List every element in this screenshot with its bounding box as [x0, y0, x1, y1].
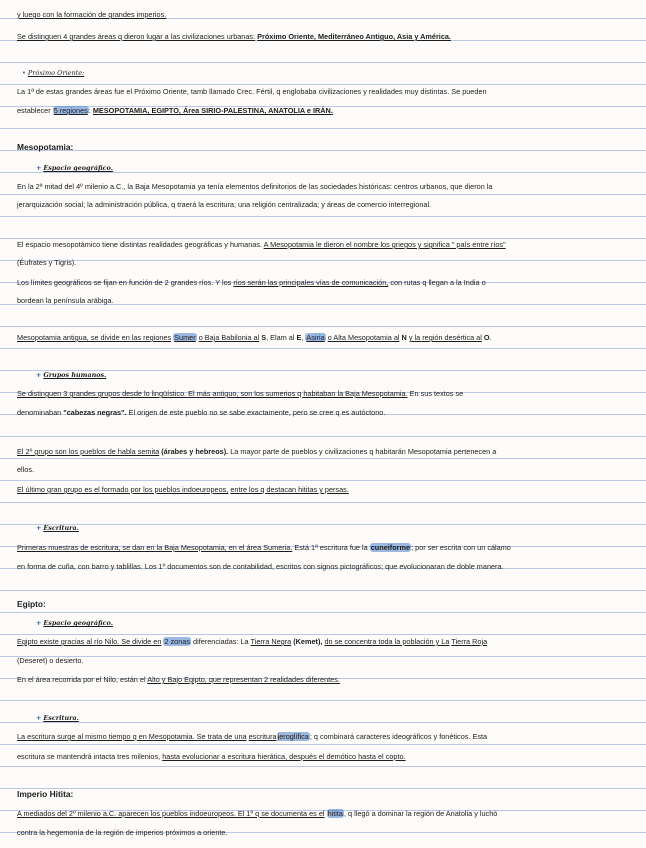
section-title-proximo-oriente — [22, 69, 638, 78]
text-span: diferenciadas: La — [193, 637, 249, 646]
text-line — [17, 278, 638, 287]
text-span: , q llegó a dominar la región de Anatolia y luchó — [343, 809, 498, 818]
text-span: O — [483, 333, 490, 342]
text-span: El último gran grupo es el formado por los pueblos indoeuropeos, — [17, 485, 229, 494]
plus-icon: + — [36, 371, 42, 379]
highlighted-text: Asiria — [306, 333, 325, 342]
text-line: Mesopotamia antigua, se divide en las regiones Sumer o Baja Babilonia al S, Elam al E, Asiria o Alta Mesopotamia al N y la región desértica al O. — [17, 333, 492, 342]
text-span: El espacio mesopotámico tiene distintas realidades geográficas y humanas. — [17, 240, 262, 249]
text-span: bordean la península arábiga. — [17, 296, 114, 305]
text-span: jerarquización social; la administración pública, q traerá la escritura; una religión centralizada; y áreas de comercio interregional. — [17, 200, 432, 209]
text-line — [17, 732, 638, 741]
text-line — [17, 828, 638, 837]
text-span: , — [301, 333, 304, 342]
subheading-escritura — [36, 524, 638, 533]
text-line — [17, 447, 638, 456]
text-span: En la 2ª mitad del 4º milenio a.C., la Baja Mesopotamia ya tenía elementos definitorios de las sociedades históricas: centros urbanos, que dieron la — [17, 182, 493, 191]
text-span: , Elam al — [266, 333, 295, 342]
text-span: (Deseret) o desierto. — [17, 656, 84, 665]
text-line — [17, 809, 638, 818]
text-span: Próximo Oriente, Mediterráneo Antiguo, Asia y América. — [257, 32, 451, 41]
text-line — [17, 87, 638, 96]
text-span: (Éufrates y Tigris). — [17, 258, 77, 267]
highlighted-text: cuneiforme — [370, 543, 411, 552]
text-span: El 2º grupo son los pueblos de habla semita — [17, 447, 160, 456]
text-line — [17, 675, 638, 684]
text-line — [17, 389, 638, 398]
text-span: en forma de cuña, con barro y tablillas. Los 1º documentos son de contabilidad, escritos con signos pictográficos; que evolucionaran de doble manera. — [17, 562, 504, 571]
text-line — [17, 240, 638, 249]
bullet-dot-icon: • — [22, 69, 26, 77]
text-span: entre los q destacan hititas y persas. — [230, 485, 349, 494]
text-span: Tierra Roja — [451, 637, 488, 646]
text-span: (Kemet), — [293, 637, 323, 646]
plus-icon: + — [36, 164, 42, 172]
subheading-espacio-geografico — [36, 164, 638, 173]
text-span: dn se concentra toda la población y La — [324, 637, 450, 646]
text-span: escritura — [248, 732, 277, 741]
text-span: Tierra Negra — [250, 637, 292, 646]
text-span: A mediados del 2º milenio a.C. aparecen los pueblos indoeuropeos. El 1º q se documenta es el — [17, 809, 325, 818]
highlighted-text: 2 zonas — [164, 637, 190, 646]
text-span: escritura se mantendrá intacta tres milenios, — [17, 752, 161, 761]
text-span: Próximo Oriente: — [27, 69, 85, 77]
text-line — [17, 296, 638, 305]
text-span: Egipto existe gracias al río Nilo. Se divide en — [17, 637, 162, 646]
text-span: Mesopotamia antigua, se divide en las regiones — [17, 333, 172, 342]
text-span: hasta evolucionar a escritura hierática, después el demótico hasta el copto. — [162, 752, 406, 761]
text-span: denominaban — [17, 408, 62, 417]
plus-icon: + — [36, 619, 42, 627]
text-span: ríos serán las principales vías de comunicación, — [233, 278, 389, 287]
text-span: Los límites geográficos se fijan en función de 2 grandes ríos. Y los — [17, 278, 232, 287]
highlighted-text: hitita — [327, 809, 343, 818]
text-line — [17, 258, 638, 267]
text-span: con rutas q llegan a la India o — [390, 278, 486, 287]
text-span: En sus textos se — [409, 389, 464, 398]
plus-icon: + — [36, 524, 42, 532]
subheading-escritura — [36, 714, 638, 723]
text-span: S — [261, 333, 267, 342]
text-span: El origen de este pueblo no se sabe exactamente, pero se cree q es autóctono. — [128, 408, 386, 417]
text-line — [17, 656, 638, 665]
text-span: N — [401, 333, 407, 342]
text-span: Escritura. — [43, 524, 79, 532]
text-span: "cabezas negras". — [63, 408, 127, 417]
text-span: Grupos humanos. — [43, 371, 107, 379]
text-line — [17, 465, 638, 474]
text-line — [17, 10, 638, 19]
text-span: La mayor parte de pueblos y civilizaciones q habitarán Mesopotamia pertenecen a — [230, 447, 497, 456]
text-span: Está 1ª escritura fue la — [294, 543, 368, 552]
text-line — [17, 485, 638, 494]
plus-icon: + — [36, 714, 42, 722]
heading-egipto — [17, 600, 638, 609]
text-span: Alto y Bajo Egipto, que representan 2 realidades diferentes. — [147, 675, 340, 684]
text-span: Primeras muestras de escritura, se dan en la Baja Mesopotamia, en el área Sumeria. — [17, 543, 293, 552]
highlighted-text: jeroglífica — [277, 732, 309, 741]
text-line — [17, 200, 638, 209]
text-span: Espacio geográfico. — [43, 619, 113, 627]
heading-mesopotamia — [17, 143, 638, 152]
text-span: y la región desértica al — [408, 333, 482, 342]
highlighted-text: Sumer — [174, 333, 196, 342]
text-span: (árabes y hebreos). — [161, 447, 229, 456]
heading-imperio-hitita — [17, 790, 638, 799]
text-span: Mesopotamia: — [17, 143, 74, 152]
text-span: En el área recorrida por el Nilo, están el — [17, 675, 146, 684]
text-span: Se distinguen 3 grandes grupos desde lo lingüístico. El más antiguo, son los sumerios q habitaban la Baja Mesopotamia. — [17, 389, 408, 398]
text-line: establecer 5 regiones: MESOPOTAMIA, EGIPTO, Área SIRIO-PALESTINA, ANATOLIA e IRÁN. — [17, 106, 333, 115]
text-span: La escritura surge al mismo tiempo q en Mesopotamia. Se trata de una — [17, 732, 247, 741]
subheading-grupos-humanos — [36, 371, 638, 380]
text-span: Egipto: — [17, 600, 46, 609]
text-span: establecer — [17, 106, 51, 115]
text-span: A Mesopotamia le dieron el nombre los griegos y significa " país entre ríos" — [263, 240, 506, 249]
text-span: o Baja Babilonia al — [198, 333, 260, 342]
text-span: MESOPOTAMIA, EGIPTO, Área SIRIO-PALESTINA, ANATOLIA e IRÁN. — [92, 106, 333, 115]
text-span: contra la hegemonía de la región de imperios próximos a oriente. — [17, 828, 228, 837]
text-span: La 1ª de estas grandes áreas fue el Próximo Oriente, tamb llamado Crec. Fértil, q englobaba civilizaciones y realidades muy distintas. Se pueden — [17, 87, 487, 96]
text-span: Espacio geográfico. — [43, 164, 113, 172]
text-span: o Alta Mesopotamia al — [327, 333, 400, 342]
highlighted-text: 5 regiones — [53, 106, 88, 115]
text-line — [17, 562, 638, 571]
text-line — [17, 408, 638, 417]
text-span: ; q combinará caracteres ideográficos y fonéticos. Esta — [309, 732, 488, 741]
text-line — [17, 543, 638, 552]
text-span: Imperio Hitita: — [17, 790, 74, 799]
text-span: Escritura. — [43, 714, 79, 722]
text-line — [17, 637, 638, 646]
text-line — [17, 752, 638, 761]
text-span: Se distinguen 4 grandes áreas q dieron lugar a las civilizaciones urbanas: — [17, 32, 256, 41]
text-span: ellos. — [17, 465, 35, 474]
text-span: E — [296, 333, 302, 342]
text-span: ; por ser escrita con un cálamo — [411, 543, 511, 552]
subheading-espacio-geografico — [36, 619, 638, 628]
text-line — [17, 32, 638, 41]
text-line — [17, 182, 638, 191]
text-span: y luego con la formación de grandes imperios. — [17, 10, 167, 19]
